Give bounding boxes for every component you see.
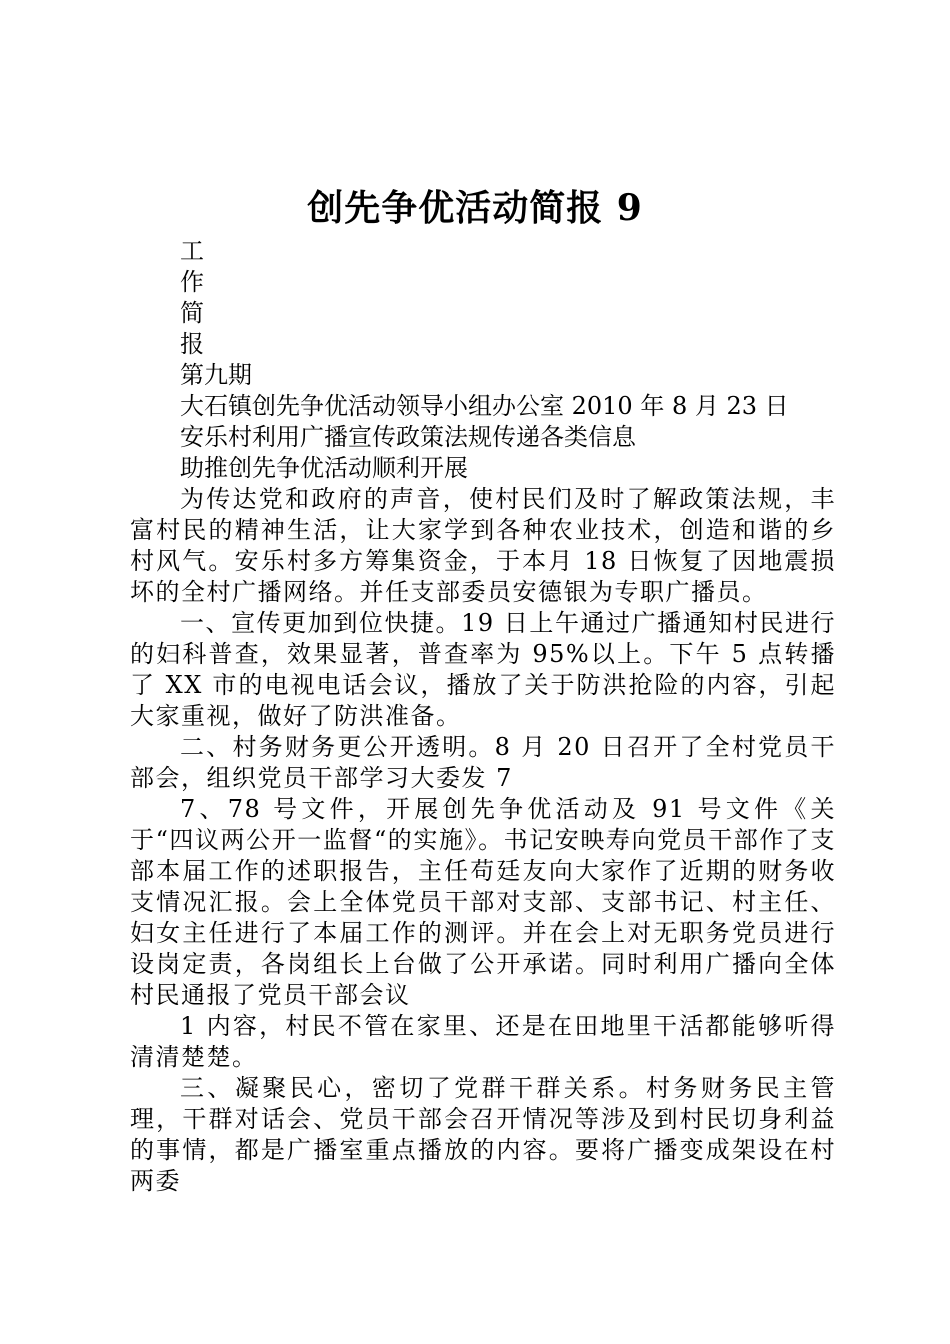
paragraph: 三、凝聚民心，密切了党群干群关系。村务财务民主管理，干群对话会、党员干部会召开情况等涉及到村民切身利益的事情，都是广播室重点播放的内容。要将广播变成架设在村两委	[130, 1074, 836, 1195]
issuer-date: 大石镇创先争优活动领导小组办公室 2010 年 8 月 23 日	[180, 392, 789, 420]
paragraph: 一、宣传更加到位快捷。19 日上午通过广播通知村民进行的妇科普查，效果显著，普查率为 95%以上。下午 5 点转播了 XX 市的电视电话会议，播放了关于防洪抢险的内容，引起大家重视，做好了防洪准备。	[130, 609, 836, 730]
paragraph: 为传达党和政府的声音，使村民们及时了解政策法规，丰富村民的精神生活，让大家学到各种农业技术，创造和谐的乡村风气。安乐村多方筹集资金，于本月 18 日恢复了因地震损坏的全村广播网络。并任支部委员安德银为专职广播员。	[130, 485, 836, 606]
issue-number: 第九期	[180, 361, 252, 389]
header-char: 报	[180, 330, 204, 358]
header-char: 工	[180, 237, 204, 265]
paragraph: 1 内容，村民不管在家里、还是在田地里干活都能够听得清清楚楚。	[130, 1012, 836, 1071]
header-char: 作	[180, 268, 204, 296]
paragraph: 二、村务财务更公开透明。8 月 20 日召开了全村党员干部会，组织党员干部学习大委发 7	[130, 733, 836, 792]
document-title: 创先争优活动简报 9	[307, 187, 643, 229]
headline-line-2: 助推创先争优活动顺利开展	[180, 454, 468, 482]
header-char: 简	[180, 299, 204, 327]
headline-line-1: 安乐村利用广播宣传政策法规传递各类信息	[180, 423, 636, 451]
paragraph: 7、78 号文件，开展创先争优活动及 91 号文件《关于“四议两公开一监督“的实施》。书记安映寿向党员干部作了支部本届工作的述职报告，主任苟廷友向大家作了近期的财务收支情况汇报。会上全体党员干部对支部、支部书记、村主任、妇女主任进行了本届工作的测评。并在会上对无职务党员进行设岗定责，各岗组长上台做了公开承诺。同时利用广播向全体村民通报了党员干部会议	[130, 795, 836, 1009]
document-body	[130, 236, 836, 1197]
